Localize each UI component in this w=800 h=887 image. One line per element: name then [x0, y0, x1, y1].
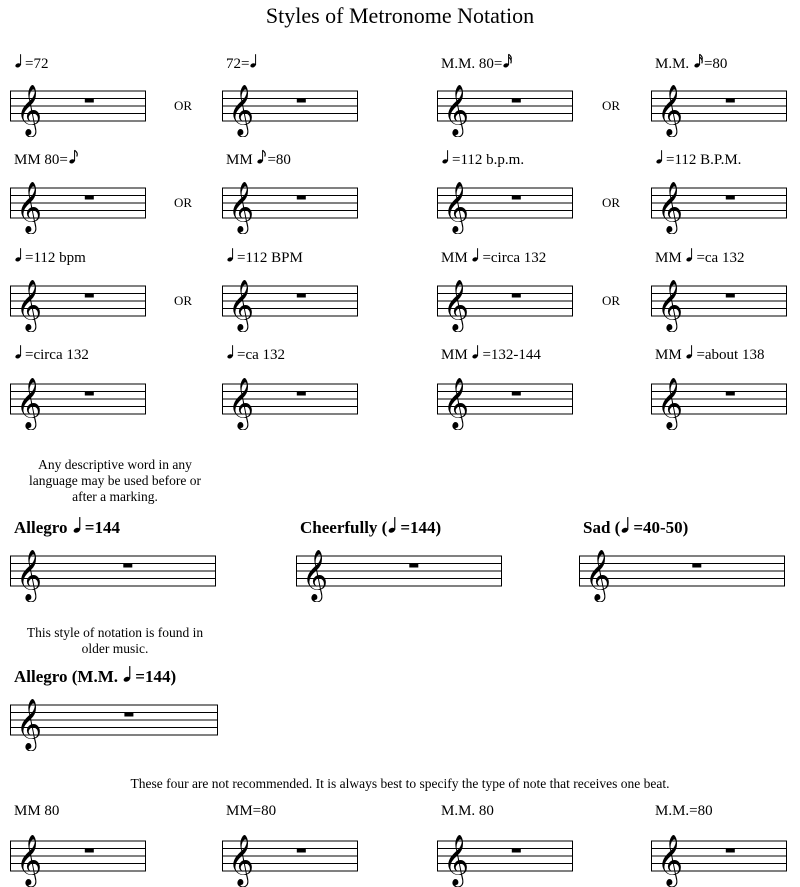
music-staff	[10, 827, 148, 887]
tempo-marking-r4-c4	[655, 344, 764, 364]
treble-clef-icon: 𝄞	[16, 835, 42, 887]
quarter-note-icon	[73, 516, 84, 533]
quarter-note-icon	[621, 516, 632, 533]
older-marking	[14, 665, 176, 687]
quarter-note-icon	[656, 149, 665, 164]
or-label: OR	[174, 293, 192, 309]
quarter-note-icon	[227, 344, 236, 359]
whole-rest-icon	[512, 392, 521, 396]
whole-rest-icon	[297, 392, 306, 396]
whole-rest-icon	[512, 849, 521, 853]
eighth-note-icon	[69, 149, 78, 164]
treble-clef-icon: 𝄞	[443, 378, 469, 431]
music-staff	[222, 827, 360, 887]
music-staff	[651, 174, 789, 234]
whole-rest-icon	[409, 564, 418, 568]
whole-rest-icon	[726, 294, 735, 298]
page-title: Styles of Metronome Notation	[0, 3, 800, 29]
music-staff	[437, 174, 575, 234]
descriptive-marking-3	[583, 516, 688, 538]
quarter-note-icon	[388, 516, 399, 533]
whole-rest-icon	[726, 392, 735, 396]
music-staff	[222, 370, 360, 430]
marking-text-after: =112 BPM	[237, 250, 303, 266]
music-staff	[437, 77, 575, 137]
marking-text-before: MM	[226, 152, 256, 168]
marking-text-before: Allegro (M.M.	[14, 667, 122, 686]
tempo-marking-r3-c4	[655, 247, 744, 267]
treble-clef-icon: 𝄞	[302, 550, 328, 603]
marking-text-before: MM	[655, 347, 685, 363]
eighth-note-icon	[257, 149, 266, 164]
marking-text-after: =144)	[135, 667, 176, 686]
quarter-note-icon	[686, 344, 695, 359]
quarter-note-icon	[15, 247, 24, 262]
music-staff	[10, 370, 148, 430]
tempo-marking-r1-c2	[226, 53, 260, 73]
marking-text-before: MM 80=	[14, 152, 68, 168]
marking-text-after: =about 138	[696, 347, 764, 363]
marking-text-after: =132-144	[482, 347, 540, 363]
treble-clef-icon: 𝄞	[443, 182, 469, 235]
treble-clef-icon: 𝄞	[657, 280, 683, 333]
music-staff	[579, 542, 787, 602]
whole-rest-icon	[512, 99, 521, 103]
treble-clef-icon: 𝄞	[443, 85, 469, 138]
whole-rest-icon	[726, 196, 735, 200]
treble-clef-icon: 𝄞	[16, 280, 42, 333]
music-staff	[222, 272, 360, 332]
music-staff	[437, 827, 575, 887]
treble-clef-icon: 𝄞	[657, 182, 683, 235]
whole-rest-icon	[124, 713, 133, 717]
marking-text-before: M.M. 80	[441, 803, 494, 819]
quarter-note-icon	[442, 149, 451, 164]
whole-rest-icon	[85, 392, 94, 396]
treble-clef-icon: 𝄞	[657, 835, 683, 887]
not-recommended-marking-2	[226, 803, 276, 820]
treble-clef-icon: 𝄞	[16, 699, 42, 752]
music-staff	[437, 272, 575, 332]
marking-text-after: =80	[704, 56, 727, 72]
marking-text-after: =40-50)	[633, 518, 688, 537]
tempo-marking-r3-c3	[441, 247, 546, 267]
marking-text-before: Allegro	[14, 518, 72, 537]
descriptive-marking-1	[14, 516, 120, 538]
tempo-marking-r1-c3	[441, 53, 513, 73]
whole-rest-icon	[692, 564, 701, 568]
treble-clef-icon: 𝄞	[228, 85, 254, 138]
tempo-marking-r3-c2	[226, 247, 303, 267]
music-staff	[10, 542, 218, 602]
treble-clef-icon: 𝄞	[228, 280, 254, 333]
music-staff	[651, 272, 789, 332]
quarter-note-icon	[472, 247, 481, 262]
treble-clef-icon: 𝄞	[16, 182, 42, 235]
whole-rest-icon	[297, 294, 306, 298]
whole-rest-icon	[123, 564, 132, 568]
music-staff	[10, 691, 220, 751]
whole-rest-icon	[297, 99, 306, 103]
marking-text-after: =80	[267, 152, 290, 168]
marking-text-after: =144	[85, 518, 120, 537]
marking-text-before: M.M.	[655, 56, 693, 72]
marking-text-after: =72	[25, 56, 48, 72]
not-recommended-caption: These four are not recommended. It is always best to specify the type of note that receives one beat.	[0, 776, 800, 792]
marking-text-before: Cheerfully (	[300, 518, 387, 537]
marking-text-after: =112 b.p.m.	[452, 152, 524, 168]
marking-text-after: =112 bpm	[25, 250, 86, 266]
music-staff	[222, 77, 360, 137]
descriptive-marking-2	[300, 516, 441, 538]
marking-text-before: MM	[441, 347, 471, 363]
quarter-note-icon	[123, 665, 134, 682]
treble-clef-icon: 𝄞	[16, 550, 42, 603]
marking-text-before: Sad (	[583, 518, 620, 537]
marking-text-before: MM 80	[14, 803, 59, 819]
treble-clef-icon: 𝄞	[16, 378, 42, 431]
marking-text-before: M.M. 80=	[441, 56, 502, 72]
tempo-marking-r1-c4	[655, 53, 727, 73]
or-label: OR	[174, 98, 192, 114]
quarter-note-icon	[15, 344, 24, 359]
music-staff	[10, 77, 148, 137]
treble-clef-icon: 𝄞	[228, 835, 254, 887]
tempo-marking-r4-c2	[226, 344, 285, 364]
marking-text-before: 72=	[226, 56, 249, 72]
music-staff	[437, 370, 575, 430]
whole-rest-icon	[85, 99, 94, 103]
music-staff	[651, 370, 789, 430]
tempo-marking-r4-c1	[14, 344, 89, 364]
sixteenth-note-icon	[503, 53, 512, 68]
marking-text-before: MM	[655, 250, 685, 266]
or-label: OR	[602, 98, 620, 114]
quarter-note-icon	[15, 53, 24, 68]
tempo-marking-r3-c1	[14, 247, 86, 267]
tempo-marking-r2-c4	[655, 149, 741, 169]
marking-text-after: =circa 132	[482, 250, 546, 266]
tempo-marking-r2-c3	[441, 149, 524, 169]
marking-text-after: =circa 132	[25, 347, 89, 363]
marking-text-before: MM=80	[226, 803, 276, 819]
tempo-marking-r1-c1	[14, 53, 48, 73]
music-staff	[10, 174, 148, 234]
music-staff	[296, 542, 504, 602]
or-label: OR	[174, 195, 192, 211]
whole-rest-icon	[297, 196, 306, 200]
music-staff	[651, 827, 789, 887]
tempo-marking-r4-c3	[441, 344, 541, 364]
older-music-caption: This style of notation is found in older music.	[20, 625, 210, 657]
treble-clef-icon: 𝄞	[16, 85, 42, 138]
marking-text-after: =112 B.P.M.	[666, 152, 741, 168]
not-recommended-marking-1	[14, 803, 59, 820]
quarter-note-icon	[250, 53, 259, 68]
treble-clef-icon: 𝄞	[228, 378, 254, 431]
treble-clef-icon: 𝄞	[443, 835, 469, 887]
quarter-note-icon	[472, 344, 481, 359]
whole-rest-icon	[726, 99, 735, 103]
quarter-note-icon	[227, 247, 236, 262]
marking-text-after: =ca 132	[237, 347, 285, 363]
marking-text-after: =144)	[400, 518, 441, 537]
whole-rest-icon	[512, 294, 521, 298]
or-label: OR	[602, 195, 620, 211]
or-label: OR	[602, 293, 620, 309]
whole-rest-icon	[726, 849, 735, 853]
treble-clef-icon: 𝄞	[657, 378, 683, 431]
whole-rest-icon	[85, 849, 94, 853]
marking-text-before: MM	[441, 250, 471, 266]
descriptive-caption: Any descriptive word in any language may be used before or after a marking.	[20, 457, 210, 505]
tempo-marking-r2-c1	[14, 149, 79, 169]
marking-text-before: M.M.=80	[655, 803, 713, 819]
music-staff	[651, 77, 789, 137]
whole-rest-icon	[512, 196, 521, 200]
not-recommended-marking-3	[441, 803, 494, 820]
treble-clef-icon: 𝄞	[657, 85, 683, 138]
whole-rest-icon	[85, 294, 94, 298]
quarter-note-icon	[686, 247, 695, 262]
music-staff	[10, 272, 148, 332]
treble-clef-icon: 𝄞	[585, 550, 611, 603]
not-recommended-marking-4	[655, 803, 713, 820]
treble-clef-icon: 𝄞	[228, 182, 254, 235]
music-staff	[222, 174, 360, 234]
treble-clef-icon: 𝄞	[443, 280, 469, 333]
sixteenth-note-icon	[694, 53, 703, 68]
whole-rest-icon	[85, 196, 94, 200]
whole-rest-icon	[297, 849, 306, 853]
tempo-marking-r2-c2	[226, 149, 291, 169]
marking-text-after: =ca 132	[696, 250, 744, 266]
